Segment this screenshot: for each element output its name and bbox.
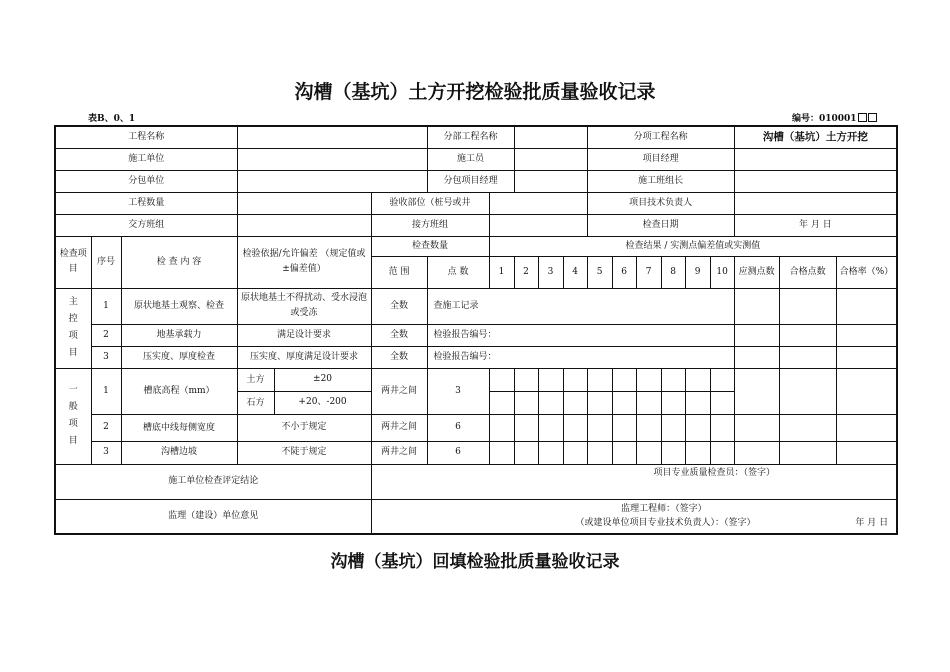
sub-value-rock: +20、-200 bbox=[298, 397, 347, 407]
col-num: 7 bbox=[636, 256, 661, 288]
main-item-pass[interactable] bbox=[779, 288, 836, 324]
general-item-range: 两井之间 bbox=[371, 368, 427, 414]
measure-cell[interactable] bbox=[587, 414, 612, 441]
label-inspection-date: 检查日期 bbox=[587, 214, 734, 236]
general-item-seq: 3 bbox=[91, 441, 121, 464]
main-item-basis: 压实度、厚度满足设计要求 bbox=[237, 346, 371, 368]
main-item-range: 全数 bbox=[371, 346, 427, 368]
main-item-range: 全数 bbox=[371, 288, 427, 324]
col-num: 2 bbox=[514, 256, 538, 288]
measure-cell[interactable] bbox=[538, 441, 563, 464]
general-item-should[interactable] bbox=[734, 441, 779, 464]
label-sub-project: 分部工程名称 bbox=[427, 126, 514, 148]
form-number: 表B、0、1 bbox=[88, 114, 136, 124]
value-receive-team[interactable] bbox=[489, 214, 587, 236]
col-check-item: 检查项目 bbox=[55, 236, 91, 288]
col-num: 6 bbox=[612, 256, 636, 288]
measure-cell[interactable] bbox=[514, 414, 538, 441]
main-item-should[interactable] bbox=[734, 346, 779, 368]
value-subcontract-manager[interactable] bbox=[514, 170, 587, 192]
col-basis: 检验依据/允许偏差 （规定值或±偏差值） bbox=[237, 236, 371, 288]
value-subcontract-unit[interactable] bbox=[237, 170, 427, 192]
value-construction-unit[interactable] bbox=[237, 148, 427, 170]
main-item-seq: 2 bbox=[91, 324, 121, 346]
col-pass-points: 合格点数 bbox=[779, 256, 836, 288]
col-points: 点 数 bbox=[427, 256, 489, 288]
measure-cell[interactable] bbox=[563, 368, 587, 391]
supervision-line1: 监理工程师：（签字） bbox=[621, 503, 707, 514]
value-team-leader[interactable] bbox=[734, 170, 897, 192]
general-sub-earth bbox=[237, 368, 371, 391]
general-item-pass[interactable] bbox=[779, 441, 836, 464]
measure-cell[interactable] bbox=[661, 414, 685, 441]
value-inspection-date[interactable]: 年 月 日 bbox=[734, 214, 897, 236]
general-item-points: 6 bbox=[427, 441, 489, 464]
label-project-manager: 项目经理 bbox=[587, 148, 734, 170]
serial-number bbox=[792, 111, 877, 124]
main-item-seq: 1 bbox=[91, 288, 121, 324]
measure-cell[interactable] bbox=[489, 391, 514, 414]
main-item-content: 地基承载力 bbox=[121, 324, 237, 346]
col-pass-rate: 合格率（%） bbox=[836, 256, 897, 288]
col-check-qty: 检查数量 bbox=[371, 236, 489, 256]
main-item-pass[interactable] bbox=[779, 346, 836, 368]
general-item-seq: 1 bbox=[91, 368, 121, 414]
sub-name-rock: 石方 bbox=[238, 392, 275, 414]
general-item-rate[interactable] bbox=[836, 414, 897, 441]
value-project-manager[interactable] bbox=[734, 148, 897, 170]
main-item-basis: 原状地基土不得扰动、受水浸泡或受冻 bbox=[237, 288, 371, 324]
measure-cell[interactable] bbox=[636, 441, 661, 464]
general-item-range: 两井之间 bbox=[371, 414, 427, 441]
general-item-basis: 不小于规定 bbox=[237, 414, 371, 441]
label-construction-unit: 施工单位 bbox=[55, 148, 237, 170]
serial-label: 编号：010001 bbox=[792, 114, 857, 124]
general-item-should[interactable] bbox=[734, 414, 779, 441]
label-quantity: 工程数量 bbox=[55, 192, 237, 214]
label-subcontract-unit: 分包单位 bbox=[55, 170, 237, 192]
measure-cell[interactable] bbox=[563, 391, 587, 414]
measure-cell[interactable] bbox=[612, 414, 636, 441]
next-section-title: 沟槽（基坑）回填检验批质量验收记录 bbox=[330, 552, 620, 572]
main-item-pass[interactable] bbox=[779, 324, 836, 346]
col-content: 检 查 内 容 bbox=[121, 236, 237, 288]
col-num: 9 bbox=[685, 256, 710, 288]
value-item-project: 沟槽（基坑）土方开挖 bbox=[734, 126, 897, 148]
measure-cell[interactable] bbox=[489, 414, 514, 441]
measure-cell[interactable] bbox=[685, 441, 710, 464]
group-main-control: 主 控 项 目 bbox=[55, 288, 91, 368]
supervision-label: 监理（建设）单位意见 bbox=[55, 499, 371, 534]
general-item-content: 沟槽边坡 bbox=[121, 441, 237, 464]
general-sub-rock bbox=[237, 391, 371, 414]
label-constructor: 施工员 bbox=[427, 148, 514, 170]
main-item-rate[interactable] bbox=[836, 346, 897, 368]
measure-cell[interactable] bbox=[685, 414, 710, 441]
measure-cell[interactable] bbox=[612, 391, 636, 414]
label-project-name: 工程名称 bbox=[55, 126, 237, 148]
value-tech-lead[interactable] bbox=[734, 192, 897, 214]
measure-cell[interactable] bbox=[563, 441, 587, 464]
supervision-line2: （或建设单位项目专业技术负责人）：（签字） bbox=[575, 517, 756, 528]
value-quantity[interactable] bbox=[237, 192, 371, 214]
measure-cell[interactable] bbox=[710, 414, 734, 441]
measure-cell[interactable] bbox=[612, 368, 636, 391]
general-item-rate[interactable] bbox=[836, 441, 897, 464]
measure-cell[interactable] bbox=[587, 391, 612, 414]
measure-cell[interactable] bbox=[661, 441, 685, 464]
serial-box-2[interactable] bbox=[868, 113, 877, 122]
measure-cell[interactable] bbox=[587, 368, 612, 391]
col-num: 1 bbox=[489, 256, 514, 288]
label-tech-lead: 项目技术负责人 bbox=[587, 192, 734, 214]
measure-cell[interactable] bbox=[636, 391, 661, 414]
main-item-basis: 满足设计要求 bbox=[237, 324, 371, 346]
measure-cell[interactable] bbox=[636, 414, 661, 441]
label-subcontract-manager: 分包项目经理 bbox=[427, 170, 514, 192]
main-item-rate[interactable] bbox=[836, 288, 897, 324]
conclusion-signer: 项目专业质量检查员：（签字） bbox=[653, 467, 776, 478]
main-item-result[interactable]: 检验报告编号： bbox=[427, 346, 734, 368]
measure-cell[interactable] bbox=[538, 391, 563, 414]
measure-cell[interactable] bbox=[710, 391, 734, 414]
supervision-date: 年 月 日 bbox=[855, 517, 889, 528]
col-num: 10 bbox=[710, 256, 734, 288]
measure-cell[interactable] bbox=[514, 391, 538, 414]
measure-cell[interactable] bbox=[661, 368, 685, 391]
general-item-content: 槽底中线每侧宽度 bbox=[121, 414, 237, 441]
col-results: 检查结果 / 实测点偏差值或实测值 bbox=[489, 236, 897, 256]
value-constructor[interactable] bbox=[514, 148, 587, 170]
main-item-result[interactable]: 查施工记录 bbox=[427, 288, 734, 324]
col-range: 范 围 bbox=[371, 256, 427, 288]
measure-cell[interactable] bbox=[538, 368, 563, 391]
col-should-points: 应测点数 bbox=[734, 256, 779, 288]
supervision-field[interactable] bbox=[371, 499, 897, 534]
label-handover-team: 交方班组 bbox=[55, 214, 237, 236]
general-item-pass[interactable] bbox=[779, 368, 836, 414]
col-num: 3 bbox=[538, 256, 563, 288]
measure-cell[interactable] bbox=[685, 368, 710, 391]
conclusion-label: 施工单位检查评定结论 bbox=[55, 464, 371, 499]
main-item-should[interactable] bbox=[734, 324, 779, 346]
general-item-content: 槽底高程（mm） bbox=[121, 368, 237, 414]
measure-cell[interactable] bbox=[636, 368, 661, 391]
label-team-leader: 施工班组长 bbox=[587, 170, 734, 192]
measure-cell[interactable] bbox=[710, 441, 734, 464]
general-item-range: 两井之间 bbox=[371, 441, 427, 464]
measure-cell[interactable] bbox=[710, 368, 734, 391]
sub-name-earth: 土方 bbox=[238, 369, 275, 391]
measure-cell[interactable] bbox=[489, 368, 514, 391]
value-handover-team[interactable] bbox=[237, 214, 371, 236]
measure-cell[interactable] bbox=[587, 441, 612, 464]
main-item-content: 原状地基土观察、检查 bbox=[121, 288, 237, 324]
col-num: 8 bbox=[661, 256, 685, 288]
main-item-content: 压实度、厚度检查 bbox=[121, 346, 237, 368]
group-general: 一 般 项 目 bbox=[55, 368, 91, 464]
general-item-basis: 不陡于规定 bbox=[237, 441, 371, 464]
general-item-points: 3 bbox=[427, 368, 489, 414]
value-inspection-part[interactable] bbox=[489, 192, 587, 214]
serial-box-1[interactable] bbox=[858, 113, 867, 122]
measure-cell[interactable] bbox=[514, 368, 538, 391]
measure-cell[interactable] bbox=[685, 391, 710, 414]
main-item-range: 全数 bbox=[371, 324, 427, 346]
measure-cell[interactable] bbox=[489, 441, 514, 464]
col-num: 5 bbox=[587, 256, 612, 288]
measure-cell[interactable] bbox=[661, 391, 685, 414]
measure-cell[interactable] bbox=[612, 441, 636, 464]
label-inspection-part: 验收部位（桩号或井 bbox=[371, 192, 489, 214]
general-item-points: 6 bbox=[427, 414, 489, 441]
general-item-seq: 2 bbox=[91, 414, 121, 441]
general-item-should[interactable] bbox=[734, 368, 779, 414]
main-item-seq: 3 bbox=[91, 346, 121, 368]
measure-cell[interactable] bbox=[563, 414, 587, 441]
inspection-record-table bbox=[54, 125, 898, 535]
main-item-result[interactable]: 检验报告编号： bbox=[427, 324, 734, 346]
page-title: 沟槽（基坑）土方开挖检验批质量验收记录 bbox=[294, 81, 656, 103]
sub-value-earth: ±20 bbox=[313, 374, 333, 384]
general-item-rate[interactable] bbox=[836, 368, 897, 414]
main-item-should[interactable] bbox=[734, 288, 779, 324]
value-sub-project[interactable] bbox=[514, 126, 587, 148]
value-project-name[interactable] bbox=[237, 126, 427, 148]
measure-cell[interactable] bbox=[514, 441, 538, 464]
measure-cell[interactable] bbox=[538, 414, 563, 441]
col-num: 4 bbox=[563, 256, 587, 288]
main-item-rate[interactable] bbox=[836, 324, 897, 346]
label-item-project: 分项工程名称 bbox=[587, 126, 734, 148]
label-receive-team: 接方班组 bbox=[371, 214, 489, 236]
col-seq: 序号 bbox=[91, 236, 121, 288]
conclusion-field[interactable] bbox=[371, 464, 897, 499]
general-item-pass[interactable] bbox=[779, 414, 836, 441]
